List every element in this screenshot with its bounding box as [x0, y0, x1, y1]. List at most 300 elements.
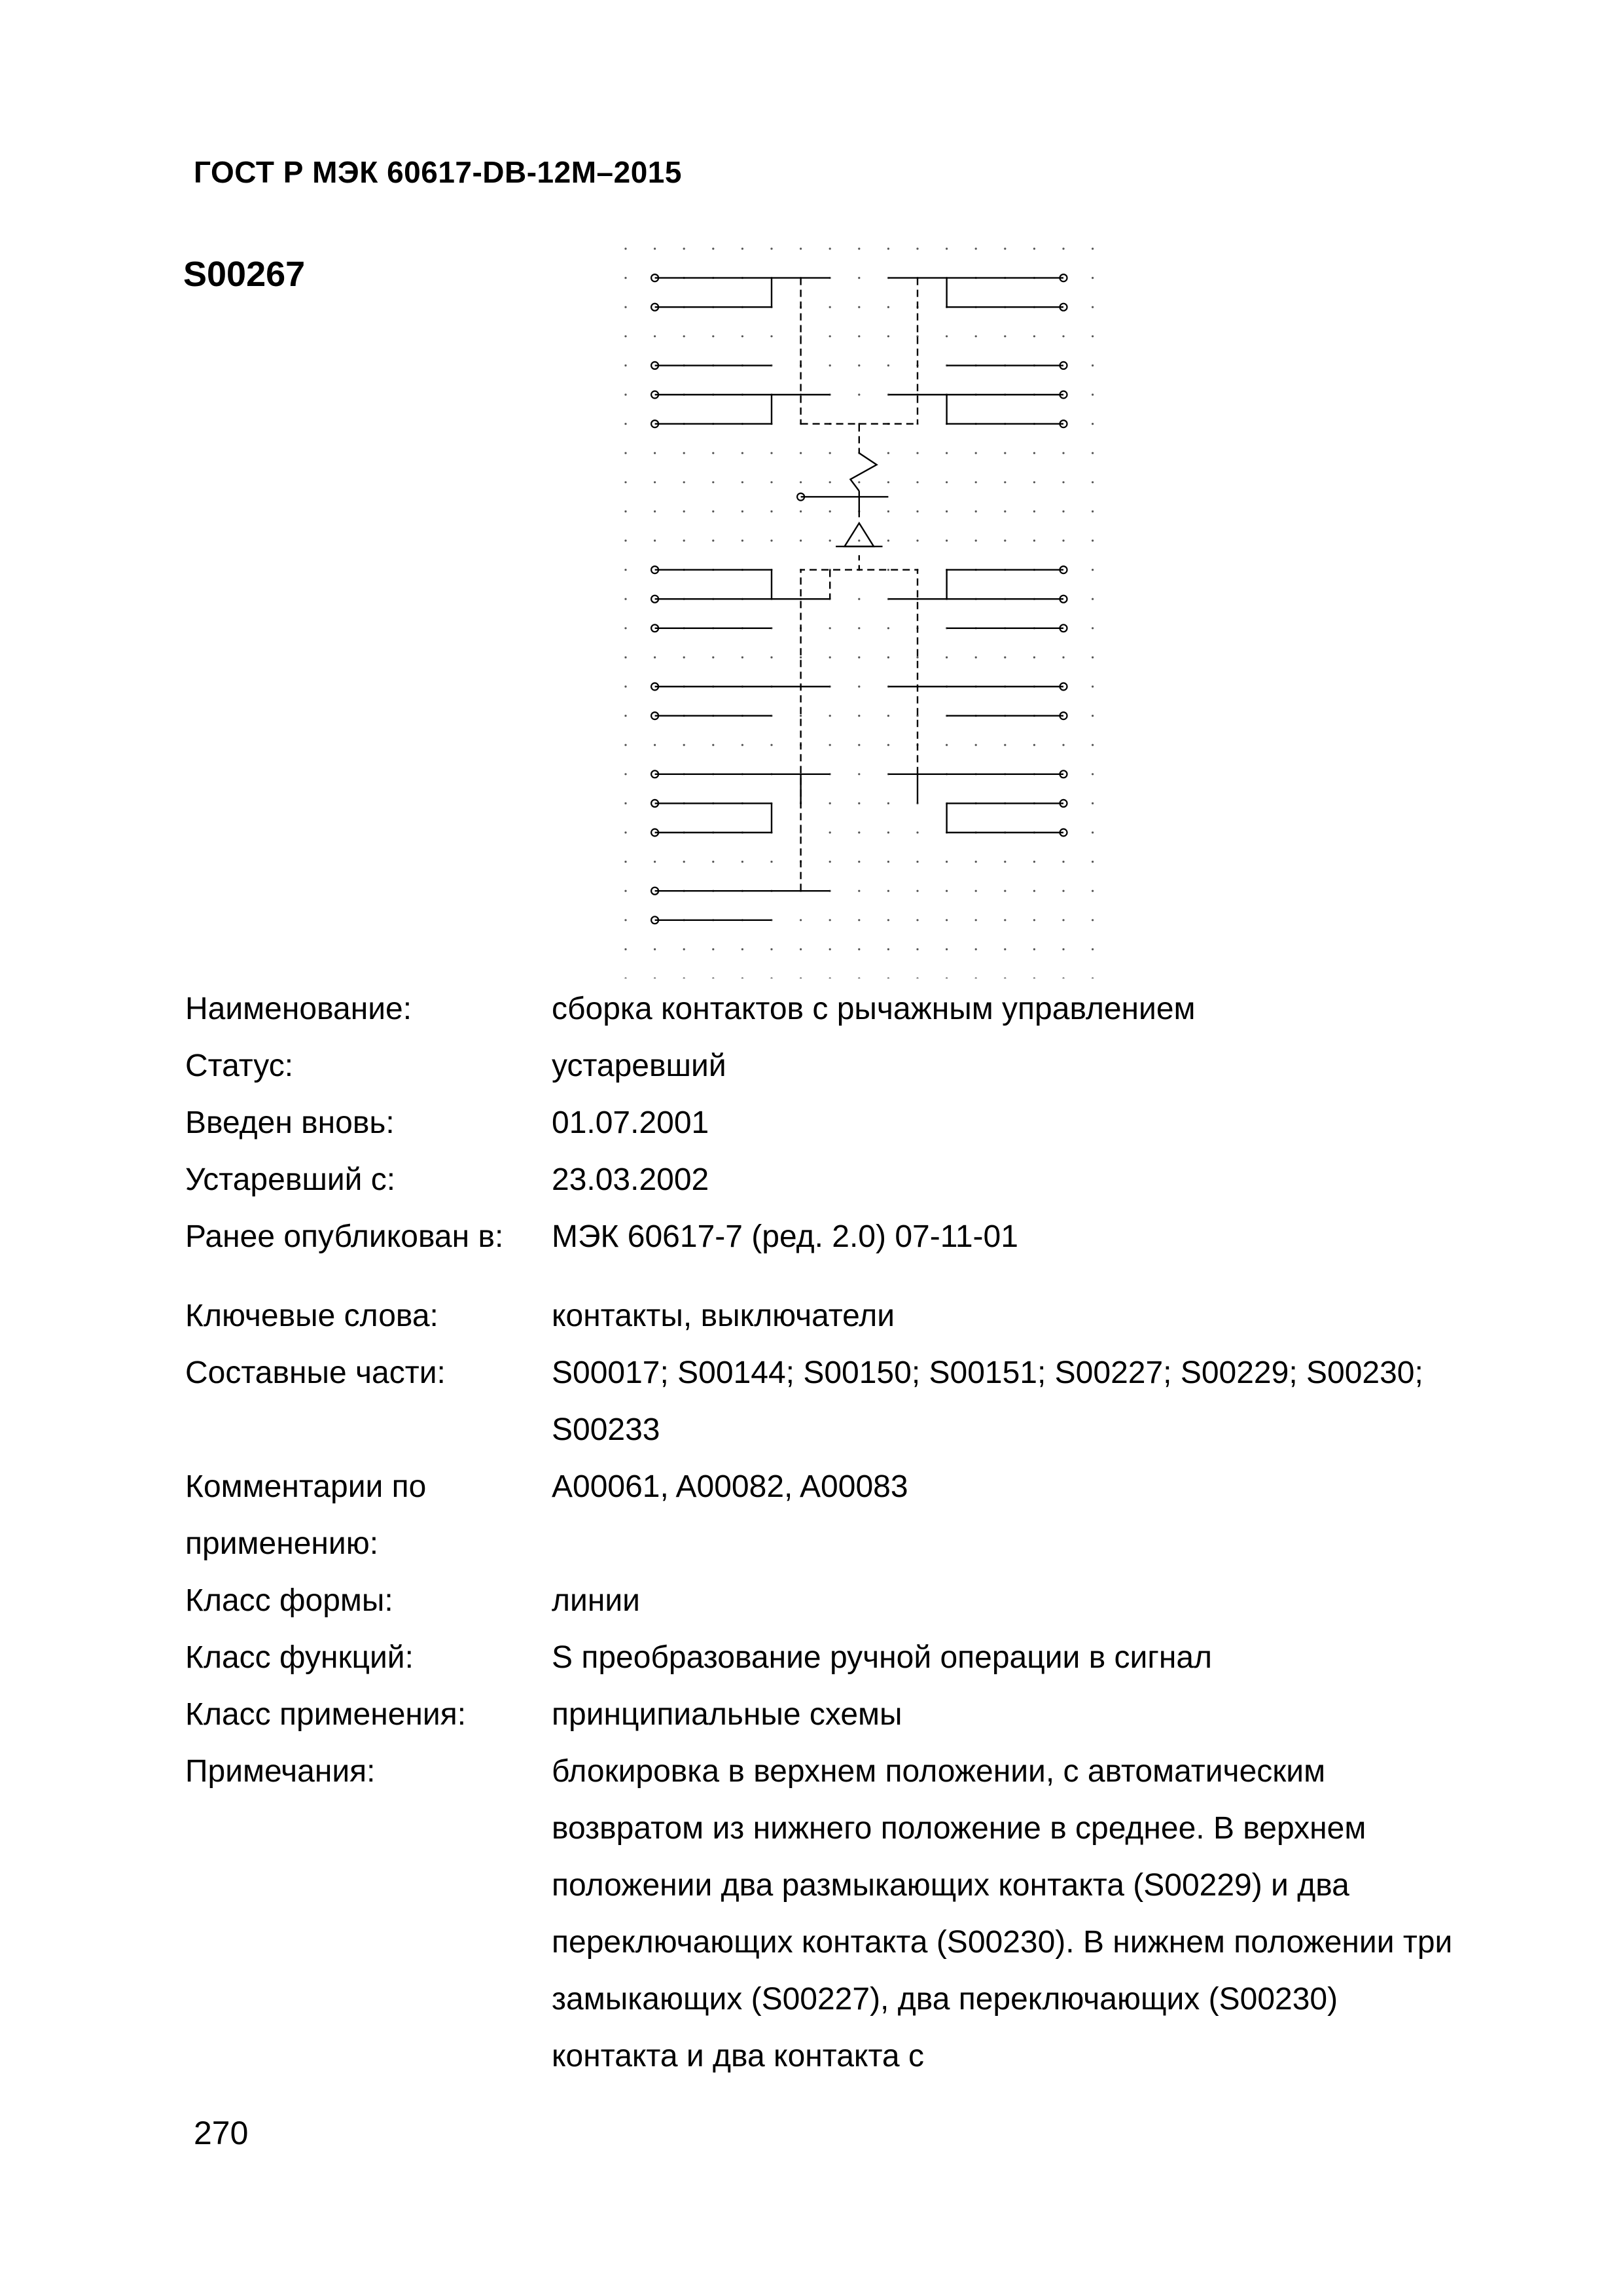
property-label: Комментарии по применению:: [185, 1469, 427, 1561]
grid-dot: [916, 948, 918, 950]
grid-dot: [712, 335, 714, 337]
grid-dot: [887, 890, 889, 892]
contact-lead: [655, 395, 772, 424]
grid-dot: [741, 977, 743, 978]
detent-triangle: [845, 523, 874, 547]
grid-dot: [624, 890, 626, 892]
grid-dot: [946, 539, 948, 541]
grid-dot: [624, 277, 626, 279]
grid-dot: [887, 744, 889, 746]
grid-dot: [1092, 802, 1094, 804]
grid-dot: [975, 335, 977, 337]
grid-dot: [1004, 511, 1006, 512]
grid-dot: [1092, 365, 1094, 367]
contact-lead: [655, 570, 772, 600]
grid-dot: [1033, 656, 1035, 658]
grid-dot: [1033, 539, 1035, 541]
contact-lead: [655, 803, 772, 833]
grid-dot: [1092, 861, 1094, 863]
grid-dot: [1092, 511, 1094, 512]
grid-dot: [800, 511, 802, 512]
grid-dot: [916, 656, 918, 658]
grid-dot: [1004, 539, 1006, 541]
grid-dot: [1092, 306, 1094, 308]
properties-table: [185, 980, 1468, 2085]
grid-dot: [1004, 948, 1006, 950]
grid-dot: [770, 481, 772, 483]
grid-dot: [1004, 890, 1006, 892]
grid-dot: [858, 539, 860, 541]
property-row-obsolete-since: [185, 1151, 1468, 1208]
grid-dot: [800, 656, 802, 658]
grid-dot: [1033, 481, 1035, 483]
grid-dot: [741, 948, 743, 950]
grid-dot: [624, 452, 626, 454]
grid-dot: [887, 306, 889, 308]
grid-dot: [975, 861, 977, 863]
grid-dot: [1033, 247, 1035, 249]
grid-dot: [800, 539, 802, 541]
property-row-application-class: [185, 1686, 1468, 1743]
grid-dot: [1004, 335, 1006, 337]
grid-dot: [887, 511, 889, 512]
grid-dot: [975, 656, 977, 658]
grid-dot: [683, 977, 685, 978]
property-row-keywords: [185, 1287, 1468, 1344]
grid-dot: [800, 919, 802, 921]
grid-dot: [1092, 277, 1094, 279]
grid-dot: [624, 539, 626, 541]
grid-dot: [1092, 744, 1094, 746]
grid-dot: [916, 977, 918, 978]
grid-dot: [712, 977, 714, 978]
grid-dot: [624, 715, 626, 717]
property-value: S преобразование ручной операции в сигнал: [552, 1640, 1213, 1675]
grid-dot: [946, 656, 948, 658]
grid-dot: [887, 831, 889, 833]
grid-dot: [1092, 598, 1094, 600]
grid-dot: [975, 948, 977, 950]
grid-dot: [1092, 452, 1094, 454]
grid-dot: [683, 511, 685, 512]
property-label: Примечания:: [185, 1754, 376, 1789]
grid-dot: [770, 744, 772, 746]
grid-dot: [946, 948, 948, 950]
grid-dot: [624, 656, 626, 658]
symbol-id: S00267: [183, 255, 306, 294]
grid-dot: [624, 802, 626, 804]
contact-lead: [655, 278, 772, 308]
grid-dot: [1033, 452, 1035, 454]
grid-dot: [1092, 335, 1094, 337]
grid-dot: [946, 744, 948, 746]
grid-dot: [654, 247, 656, 249]
grid-dot: [683, 335, 685, 337]
property-row-status: [185, 1037, 1468, 1094]
grid-dot: [683, 539, 685, 541]
grid-dot: [829, 481, 831, 483]
grid-dot: [829, 802, 831, 804]
grid-dot: [683, 452, 685, 454]
grid-dot: [1062, 452, 1064, 454]
return-spring: [850, 453, 876, 491]
grid-dot: [1092, 890, 1094, 892]
grid-dot: [624, 831, 626, 833]
grid-dot: [741, 539, 743, 541]
grid-dot: [712, 656, 714, 658]
property-value: принципиальные схемы: [552, 1697, 902, 1732]
grid-dot: [858, 890, 860, 892]
grid-dot: [887, 481, 889, 483]
grid-dot: [654, 861, 656, 863]
grid-dot: [887, 802, 889, 804]
grid-dot: [654, 481, 656, 483]
grid-dot: [1033, 948, 1035, 950]
grid-dot: [975, 919, 977, 921]
grid-dot: [1004, 481, 1006, 483]
grid-dot: [1092, 627, 1094, 629]
grid-dot: [624, 861, 626, 863]
grid-dot: [858, 919, 860, 921]
grid-dot: [624, 948, 626, 950]
grid-dot: [975, 247, 977, 249]
grid-dot: [741, 656, 743, 658]
grid-dot: [770, 511, 772, 512]
property-value: линии: [552, 1583, 640, 1618]
grid-dot: [858, 802, 860, 804]
contact-lead: [947, 278, 1063, 308]
grid-dot: [654, 539, 656, 541]
grid-dot: [741, 452, 743, 454]
grid-dot: [741, 744, 743, 746]
grid-dot: [683, 247, 685, 249]
grid-dot: [770, 861, 772, 863]
grid-dot: [800, 481, 802, 483]
grid-dot: [1004, 247, 1006, 249]
grid-dot: [624, 511, 626, 512]
grid-dot: [887, 539, 889, 541]
grid-dot: [916, 919, 918, 921]
contact-lead: [947, 803, 1063, 833]
grid-dot: [1092, 685, 1094, 687]
grid-dot: [1062, 247, 1064, 249]
grid-dot: [829, 247, 831, 249]
grid-dot: [1092, 919, 1094, 921]
grid-dot: [829, 861, 831, 863]
grid-dot: [829, 977, 831, 978]
property-value: A00061, A00082, A00083: [552, 1469, 908, 1504]
property-row-introduced: [185, 1094, 1468, 1151]
grid-dot: [916, 539, 918, 541]
grid-dot: [916, 861, 918, 863]
grid-dot: [712, 744, 714, 746]
grid-dot: [624, 773, 626, 775]
grid-dot: [1092, 948, 1094, 950]
grid-dot: [829, 919, 831, 921]
grid-dot: [712, 247, 714, 249]
grid-dot: [1092, 481, 1094, 483]
grid-dot: [887, 948, 889, 950]
grid-dot: [624, 365, 626, 367]
grid-dot: [858, 831, 860, 833]
grid-dot: [1092, 831, 1094, 833]
grid-dot: [770, 539, 772, 541]
grid-dot: [741, 861, 743, 863]
grid-dot: [1033, 919, 1035, 921]
property-label: Наименование:: [185, 992, 412, 1026]
grid-dot: [1092, 773, 1094, 775]
grid-dot: [1004, 452, 1006, 454]
grid-dot: [654, 977, 656, 978]
grid-dot: [858, 277, 860, 279]
grid-dot: [858, 744, 860, 746]
mechanical-link: [801, 555, 859, 891]
grid-dot: [858, 598, 860, 600]
grid-dot: [800, 977, 802, 978]
grid-dot: [946, 890, 948, 892]
grid-dot: [1033, 890, 1035, 892]
grid-dot: [829, 948, 831, 950]
grid-dot: [654, 511, 656, 512]
grid-dot: [858, 685, 860, 687]
grid-dot: [858, 656, 860, 658]
grid-dot: [1062, 919, 1064, 921]
grid-dot: [624, 569, 626, 571]
grid-dot: [975, 977, 977, 978]
grid-dot: [946, 481, 948, 483]
grid-dot: [829, 627, 831, 629]
grid-dot: [624, 598, 626, 600]
property-value: S00017; S00144; S00150; S00151; S00227; S00229; S00230; S00233: [552, 1355, 1423, 1447]
grid-dot: [624, 627, 626, 629]
grid-dot: [1033, 335, 1035, 337]
property-label: Статус:: [185, 1049, 294, 1083]
grid-dot: [829, 511, 831, 512]
property-value: контакты, выключатели: [552, 1299, 895, 1333]
grid-dot: [1004, 656, 1006, 658]
grid-dot: [770, 452, 772, 454]
grid-dot: [1062, 335, 1064, 337]
property-value: сборка контактов с рычажным управлением: [552, 992, 1196, 1026]
grid-dot: [1092, 656, 1094, 658]
grid-dot: [800, 948, 802, 950]
property-label: Класс функций:: [185, 1640, 414, 1675]
grid-dot: [712, 511, 714, 512]
grid-dot: [887, 861, 889, 863]
grid-dot: [946, 511, 948, 512]
grid-dot: [770, 335, 772, 337]
grid-dot: [683, 744, 685, 746]
property-row-name: [185, 980, 1468, 1037]
property-row-application-notes: [185, 1458, 1468, 1572]
page-number: 270: [194, 2115, 249, 2151]
grid-dot: [916, 247, 918, 249]
grid-dot: [887, 656, 889, 658]
symbol-graphic: [622, 245, 1106, 978]
grid-dot: [916, 831, 918, 833]
property-label: Класс формы:: [185, 1583, 393, 1618]
grid-dot: [712, 539, 714, 541]
grid-dot: [770, 656, 772, 658]
grid-dot: [946, 919, 948, 921]
grid-dot: [858, 861, 860, 863]
property-value: МЭК 60617-7 (ред. 2.0) 07-11-01: [552, 1219, 1018, 1254]
grid-dot: [946, 247, 948, 249]
property-value: 23.03.2002: [552, 1162, 709, 1197]
grid-dot: [946, 335, 948, 337]
grid-dot: [624, 481, 626, 483]
grid-dot: [741, 335, 743, 337]
grid-dot: [770, 948, 772, 950]
property-label: Ключевые слова:: [185, 1299, 438, 1333]
grid-dot: [887, 365, 889, 367]
grid-dot: [712, 948, 714, 950]
grid-dot: [654, 452, 656, 454]
grid-dot: [683, 481, 685, 483]
grid-dot: [975, 744, 977, 746]
mechanical-link: [801, 424, 859, 454]
grid-dot: [654, 656, 656, 658]
grid-dot: [1062, 656, 1064, 658]
property-row-function-class: [185, 1629, 1468, 1686]
grid-dot: [1062, 977, 1064, 978]
grid-dot: [624, 335, 626, 337]
grid-dot: [800, 247, 802, 249]
grid-dot: [712, 481, 714, 483]
grid-dot: [1092, 569, 1094, 571]
grid-dot: [946, 861, 948, 863]
grid-dot: [829, 335, 831, 337]
dot-grid: [624, 247, 1094, 978]
grid-dot: [829, 656, 831, 658]
grid-dot: [858, 481, 860, 483]
grid-dot: [1092, 423, 1094, 425]
grid-dot: [624, 744, 626, 746]
grid-dot: [654, 948, 656, 950]
grid-dot: [1062, 948, 1064, 950]
grid-dot: [1033, 511, 1035, 512]
grid-dot: [1092, 715, 1094, 717]
grid-dot: [770, 247, 772, 249]
grid-dot: [887, 715, 889, 717]
grid-dot: [858, 306, 860, 308]
property-value: блокировка в верхнем положении, с автоматическим возвратом из нижнего положение в среднее. В верхнем положении два размыкающих контакта (S00229) и два переключающих контакта (S00230). В нижнем положении три замыкающих (S00227), два переключающих (S00230) контакта и два контакта с: [552, 1754, 1453, 2073]
grid-dot: [683, 656, 685, 658]
grid-dot: [1062, 890, 1064, 892]
grid-dot: [829, 306, 831, 308]
grid-dot: [887, 919, 889, 921]
property-value: устаревший: [552, 1049, 726, 1083]
grid-dot: [712, 861, 714, 863]
grid-dot: [975, 481, 977, 483]
grid-dot: [946, 977, 948, 978]
grid-dot: [858, 715, 860, 717]
grid-dot: [770, 977, 772, 978]
grid-dot: [1092, 247, 1094, 249]
grid-dot: [858, 948, 860, 950]
grid-dot: [1092, 539, 1094, 541]
contact-lead: [947, 570, 1063, 600]
property-row-shape-class: [185, 1572, 1468, 1629]
grid-dot: [624, 247, 626, 249]
grid-dot: [624, 393, 626, 395]
grid-dot: [741, 511, 743, 512]
grid-dot: [624, 423, 626, 425]
grid-dot: [829, 365, 831, 367]
grid-dot: [741, 481, 743, 483]
grid-dot: [975, 539, 977, 541]
property-value: 01.07.2001: [552, 1105, 709, 1140]
property-label: Класс применения:: [185, 1697, 467, 1732]
grid-dot: [829, 452, 831, 454]
grid-dot: [887, 335, 889, 337]
grid-dot: [916, 511, 918, 512]
grid-dot: [1004, 861, 1006, 863]
property-label: Ранее опубликован в:: [185, 1219, 504, 1254]
grid-dot: [858, 773, 860, 775]
grid-dot: [1033, 861, 1035, 863]
grid-dot: [1062, 744, 1064, 746]
property-row-remarks: [185, 1743, 1468, 2085]
grid-dot: [858, 627, 860, 629]
grid-dot: [712, 452, 714, 454]
grid-dot: [1004, 919, 1006, 921]
grid-dot: [1033, 977, 1035, 978]
grid-dot: [829, 715, 831, 717]
grid-dot: [858, 393, 860, 395]
property-label: Устаревший с:: [185, 1162, 396, 1197]
grid-dot: [975, 890, 977, 892]
standard-header: ГОСТ Р МЭК 60617-DB-12M–2015: [194, 155, 682, 189]
grid-dot: [916, 481, 918, 483]
grid-dot: [624, 977, 626, 978]
contact-assembly-diagram: [622, 245, 1106, 978]
grid-dot: [916, 890, 918, 892]
grid-dot: [1062, 481, 1064, 483]
grid-dot: [624, 919, 626, 921]
grid-dot: [654, 744, 656, 746]
grid-dot: [829, 539, 831, 541]
grid-dot: [800, 715, 802, 717]
grid-dot: [858, 247, 860, 249]
grid-dot: [1062, 861, 1064, 863]
grid-dot: [1033, 744, 1035, 746]
grid-dot: [887, 452, 889, 454]
grid-dot: [887, 977, 889, 978]
property-row-published-in: [185, 1208, 1468, 1265]
grid-dot: [975, 511, 977, 512]
property-label: Введен вновь:: [185, 1105, 395, 1140]
grid-dot: [1092, 393, 1094, 395]
contact-lead: [947, 395, 1063, 424]
grid-dot: [887, 247, 889, 249]
grid-dot: [916, 452, 918, 454]
grid-dot: [800, 452, 802, 454]
grid-dot: [683, 861, 685, 863]
grid-dot: [858, 365, 860, 367]
grid-dot: [654, 335, 656, 337]
grid-dot: [829, 831, 831, 833]
grid-dot: [887, 569, 889, 571]
grid-dot: [624, 685, 626, 687]
mechanical-link: [859, 570, 918, 774]
property-label: Составные части:: [185, 1355, 446, 1390]
grid-dot: [624, 306, 626, 308]
grid-dot: [1092, 977, 1094, 978]
grid-dot: [975, 452, 977, 454]
grid-dot: [683, 948, 685, 950]
grid-dot: [1004, 977, 1006, 978]
